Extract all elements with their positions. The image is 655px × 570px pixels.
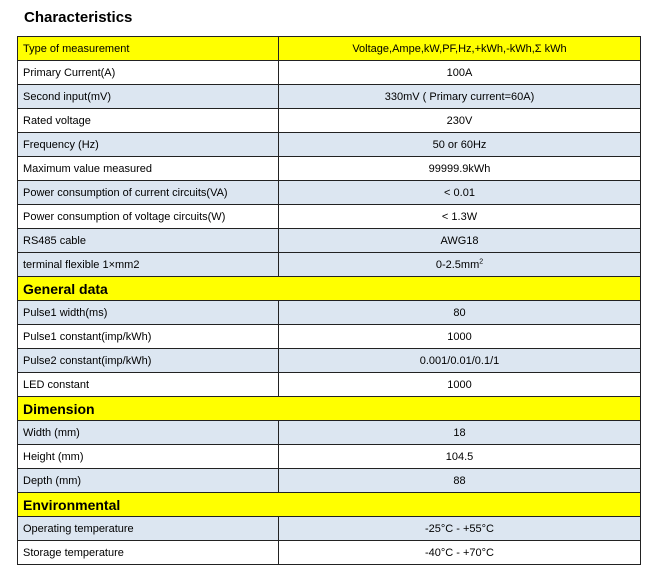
table-row xyxy=(18,445,641,469)
row-value-text: -25°C - +55°C xyxy=(424,522,495,535)
section-general-title: General data xyxy=(18,277,641,301)
row-label: Pulse1 constant(imp/kWh) xyxy=(18,325,279,349)
table-row xyxy=(18,373,641,397)
section-dimension-title: Dimension xyxy=(18,397,641,421)
row-label: Operating temperature xyxy=(18,517,279,541)
row-value xyxy=(279,469,641,493)
row-value-text: 1000 xyxy=(447,330,472,343)
spec-table-body xyxy=(18,37,641,565)
row-value xyxy=(279,157,641,181)
row-value xyxy=(279,421,641,445)
row-value xyxy=(279,61,641,85)
row-value-text: 330mV ( Primary current=60A) xyxy=(384,90,535,103)
row-value-text: 0-2.5mm xyxy=(435,258,480,271)
superscript: 2 xyxy=(479,257,484,265)
table-row xyxy=(18,421,641,445)
table-row xyxy=(18,469,641,493)
row-label: terminal flexible 1×mm2 xyxy=(18,253,279,277)
row-value-text: 230V xyxy=(446,114,473,127)
row-value xyxy=(279,301,641,325)
row-value xyxy=(279,133,641,157)
table-row xyxy=(18,37,641,61)
row-value xyxy=(279,229,641,253)
row-label: Pulse2 constant(imp/kWh) xyxy=(18,349,279,373)
table-row xyxy=(18,133,641,157)
row-label: LED constant xyxy=(18,373,279,397)
row-value-text: 99999.9kWh xyxy=(428,162,491,175)
row-label: RS485 cable xyxy=(18,229,279,253)
table-row xyxy=(18,301,641,325)
section-general xyxy=(18,277,641,301)
row-value xyxy=(279,541,641,565)
row-label: Pulse1 width(ms) xyxy=(18,301,279,325)
row-label: Type of measurement xyxy=(18,37,279,61)
table-row xyxy=(18,349,641,373)
table-row xyxy=(18,325,641,349)
row-value-text: 100A xyxy=(446,66,473,79)
table-row xyxy=(18,61,641,85)
row-label: Frequency (Hz) xyxy=(18,133,279,157)
row-label: Second input(mV) xyxy=(18,85,279,109)
table-row xyxy=(18,541,641,565)
table-row xyxy=(18,229,641,253)
row-value xyxy=(279,37,641,61)
row-value-text: Voltage,Ampe,kW,PF,Hz,+kWh,-kWh,Σ kWh xyxy=(352,42,567,55)
row-label: Depth (mm) xyxy=(18,469,279,493)
section-dimension xyxy=(18,397,641,421)
row-label: Storage temperature xyxy=(18,541,279,565)
page-title: Characteristics xyxy=(24,9,133,26)
table-row xyxy=(18,205,641,229)
table-row xyxy=(18,253,641,277)
row-value-text: 1000 xyxy=(447,378,472,391)
row-value-text: 104.5 xyxy=(445,450,474,463)
row-value-text: 80 xyxy=(453,306,466,319)
row-value-text: 0.001/0.01/0.1/1 xyxy=(419,354,500,367)
row-value-text: -40°C - +70°C xyxy=(424,546,495,559)
row-label: Power consumption of voltage circuits(W) xyxy=(18,205,279,229)
row-value xyxy=(279,517,641,541)
row-value xyxy=(279,349,641,373)
row-label: Height (mm) xyxy=(18,445,279,469)
row-value xyxy=(279,373,641,397)
row-value xyxy=(279,445,641,469)
row-label: Rated voltage xyxy=(18,109,279,133)
table-row xyxy=(18,181,641,205)
row-value-text: 18 xyxy=(453,426,466,439)
row-value-text: 50 or 60Hz xyxy=(432,138,487,151)
row-value-text: < 1.3W xyxy=(441,210,478,223)
row-value xyxy=(279,253,641,277)
spec-table xyxy=(17,36,641,565)
table-row xyxy=(18,85,641,109)
row-value xyxy=(279,181,641,205)
row-value xyxy=(279,205,641,229)
section-environmental xyxy=(18,493,641,517)
row-value xyxy=(279,109,641,133)
row-label: Primary Current(A) xyxy=(18,61,279,85)
table-row xyxy=(18,157,641,181)
row-label: Power consumption of current circuits(VA) xyxy=(18,181,279,205)
section-environmental-title: Environmental xyxy=(18,493,641,517)
row-value xyxy=(279,325,641,349)
table-row xyxy=(18,517,641,541)
row-label: Width (mm) xyxy=(18,421,279,445)
row-value-text: AWG18 xyxy=(440,234,479,247)
row-label: Maximum value measured xyxy=(18,157,279,181)
table-row xyxy=(18,109,641,133)
row-value xyxy=(279,85,641,109)
row-value-text: 88 xyxy=(453,474,466,487)
row-value-text: < 0.01 xyxy=(444,186,475,199)
